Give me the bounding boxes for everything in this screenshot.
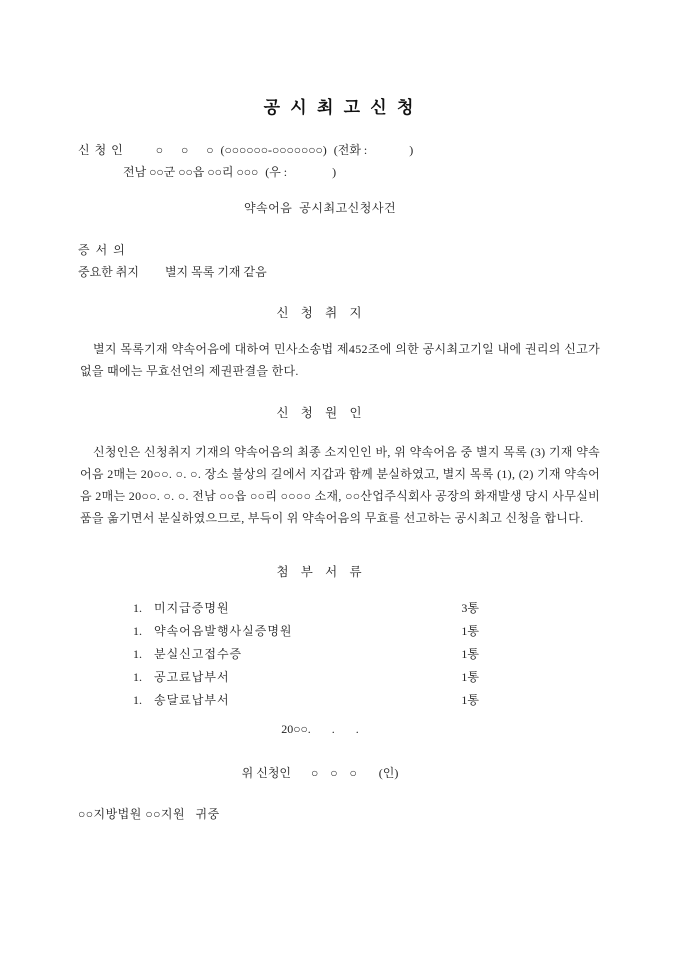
purpose-heading: 신 청 취 지 [276, 306, 364, 320]
cause-heading: 신 청 원 인 [276, 406, 364, 420]
attachment-row [133, 645, 479, 668]
applicant-postal-code-field: (우 : ) [265, 165, 337, 179]
applicant-label: 신 청 인 [78, 143, 124, 157]
attachment-number: 1. [133, 601, 142, 615]
signer-name: ○ ○ ○ [311, 766, 357, 780]
attachment-label: 분실신고접수증 [154, 647, 243, 661]
attachment-row [133, 668, 479, 691]
case-name: 약속어음 공시최고신청사건 [243, 201, 397, 215]
signer-label: 위 신청인 [241, 766, 292, 780]
attachment-number: 1. [133, 693, 142, 707]
attachments-heading: 첨 부 서 류 [276, 565, 364, 579]
attachment-label: 미지급증명원 [154, 601, 230, 615]
gist-label-line1: 증 서 의 [78, 243, 125, 257]
signature-row [0, 764, 640, 781]
attachment-count: 1통 [461, 693, 479, 707]
attachments-list [133, 599, 479, 714]
applicant-name: ○ ○ ○ [155, 143, 214, 157]
attachment-row [133, 691, 479, 714]
attachment-number: 1. [133, 647, 142, 661]
applicant-address: 전남 ○○군 ○○읍 ○○리 ○○○ [123, 165, 259, 179]
purpose-paragraph: 별지 목록기재 약속어음에 대하여 민사소송법 제452조에 의한 공시최고기일 내에 권리의 신고가 없을 때에는 무효선언의 제권판결을 한다. [80, 342, 600, 378]
cause-paragraph: 신청인은 신청취지 기재의 약속어음의 최종 소지인인 바, 위 약속어음 중 별지 목록 (3) 기재 약속어음 2매는 20○○. ○. ○. 장소 불상의 길에서 지갑과 함께 분실하였고, 별지 목록 (1), (2) 기재 약속어음 2매는 20○○. ○. ○. 전남 ○○읍 ○○리 ○○○○ 소재, ○○산업주식회사 공장의 화재발생 당시 사무실비품을 옮기면서 분실하였으므로, 부득이 위 약속어음의 무효를 선고하는 공시최고 신청을 합니다. [80, 445, 600, 525]
attachment-count: 1통 [461, 670, 479, 684]
date-line: 20○○. . . [281, 722, 359, 736]
applicant-address-row [123, 163, 336, 180]
document-title: 공 시 최 고 신 청 [263, 98, 417, 117]
seal-mark: (인) [378, 766, 399, 780]
attachment-row [133, 599, 479, 622]
attachment-number: 1. [133, 670, 142, 684]
applicant-id-number: (○○○○○○-○○○○○○○) [220, 143, 327, 157]
attachment-row [133, 622, 479, 645]
applicant-phone-field: (전화 : ) [333, 143, 414, 157]
attachment-count: 1통 [461, 647, 479, 661]
gist-label-line2: 중요한 취지 [78, 265, 139, 279]
attachment-number: 1. [133, 624, 142, 638]
attachment-label: 약속어음발행사실증명원 [154, 624, 293, 638]
attachment-count: 1통 [461, 624, 479, 638]
applicant-row [78, 141, 413, 158]
court-address-line: ○○지방법원 ○○지원 귀중 [78, 807, 220, 821]
attachment-label: 공고료납부서 [154, 670, 230, 684]
gist-row [78, 263, 267, 280]
gist-value: 별지 목록 기재 같음 [164, 265, 267, 279]
attachment-count: 3통 [461, 601, 479, 615]
attachment-label: 송달료납부서 [154, 693, 230, 707]
